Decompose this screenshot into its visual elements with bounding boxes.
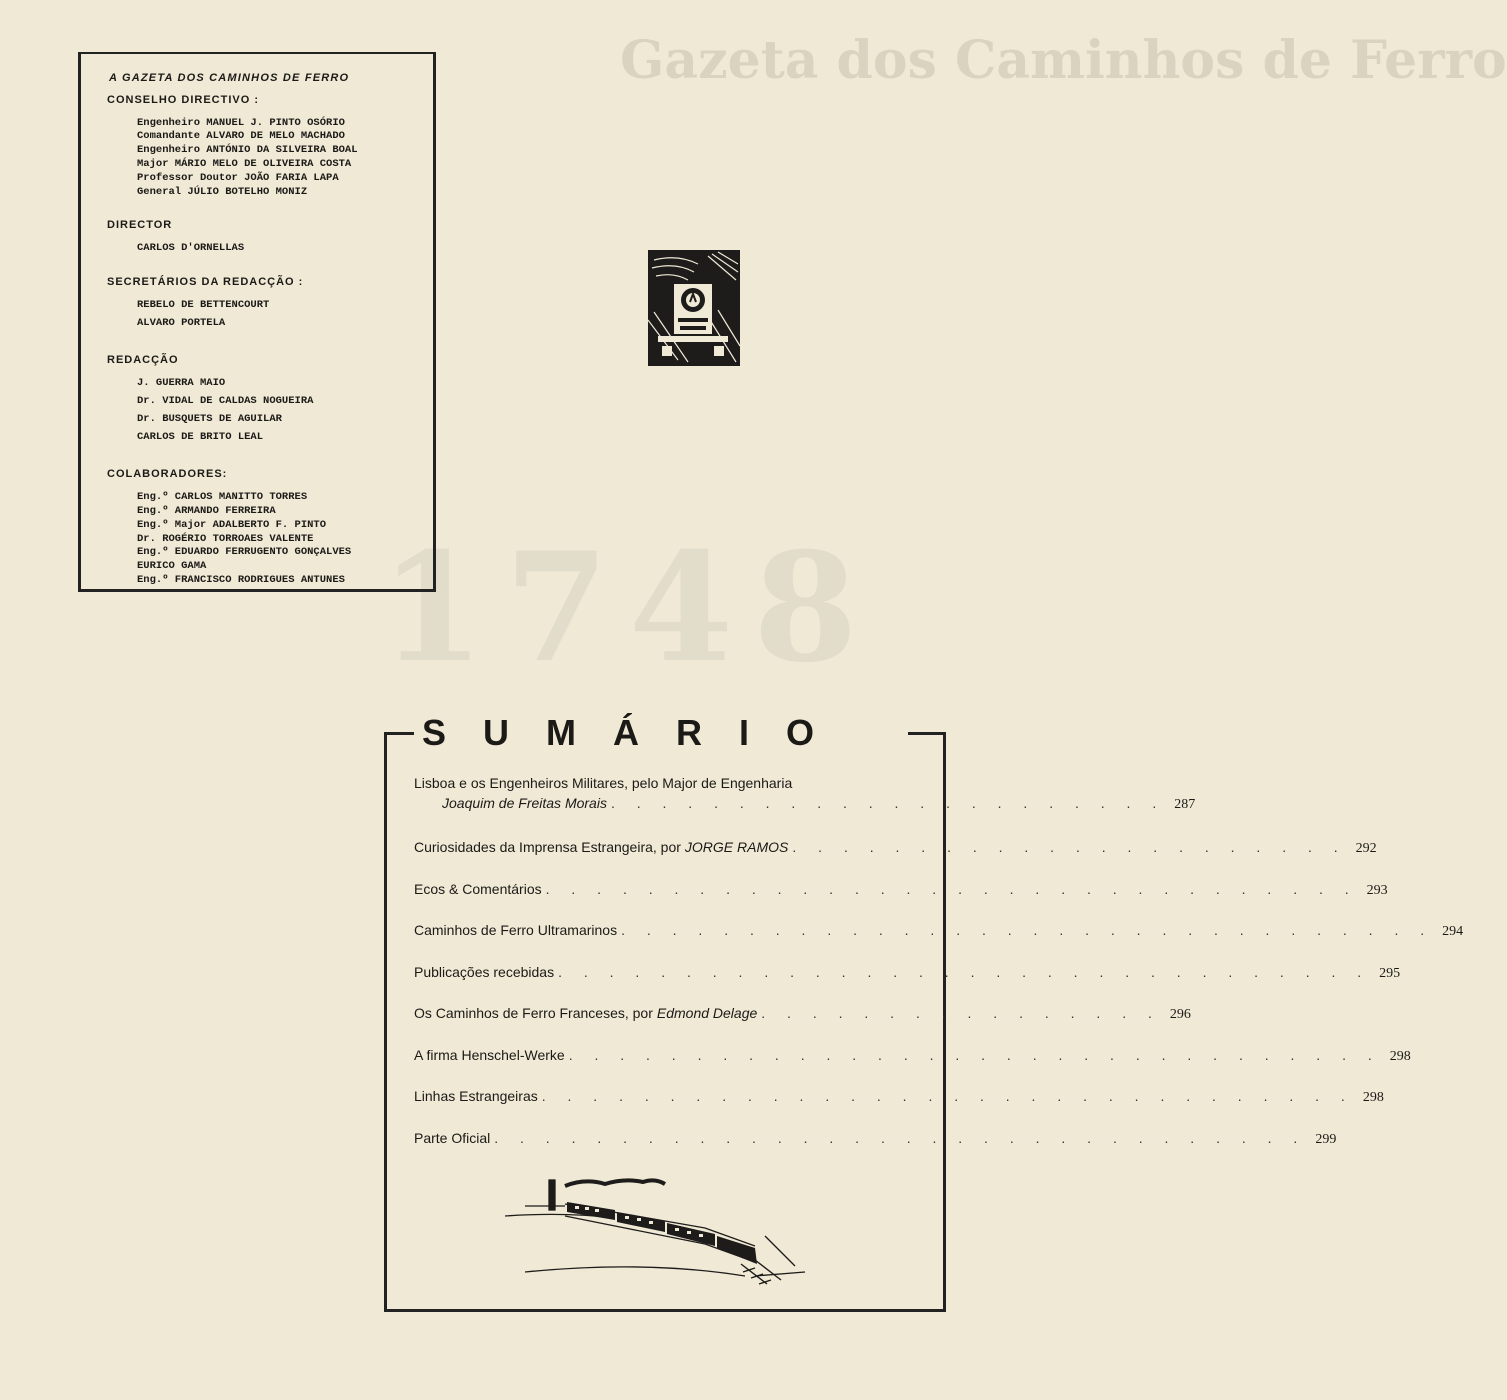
secretarios-label: SECRETÁRIOS DA REDACÇÃO : [107, 275, 304, 288]
toc-entry-title: Caminhos de Ferro Ultramarinos [414, 922, 618, 938]
toc-entry-page: 295 [1379, 965, 1401, 981]
toc-entry-title: Linhas Estrangeiras [414, 1088, 538, 1104]
toc-entry-title: Parte Oficial [414, 1129, 491, 1146]
staff-name: Eng.º FRANCISCO RODRIGUES ANTUNES [137, 573, 345, 586]
staff-name: CARLOS DE BRITO LEAL [137, 430, 264, 443]
staff-box [78, 52, 436, 592]
staff-name: Eng.º CARLOS MANITTO TORRES [137, 491, 308, 504]
staff-heading: A GAZETA DOS CAMINHOS DE FERRO [109, 72, 350, 84]
toc-entry[interactable] [414, 1129, 1337, 1172]
leader-dots: . . . . . . . . . . . . . . . . . . . . . . . . . . . . . . . . [541, 1088, 1354, 1104]
staff-name: Eng.º Major ADALBERTO F. PINTO [137, 518, 327, 531]
leader-dots: . . . . . . . . . . . . . . . . . . . . . . [610, 795, 1166, 811]
staff-name: Eng.º EDUARDO FERRUGENTO GONÇALVES [137, 546, 352, 559]
leader-dots: . . . . . . . . . . . . . . . . . . . . . . [792, 839, 1347, 855]
staff-name: Major MÁRIO MELO DE OLIVEIRA COSTA [137, 157, 352, 170]
leader-dots: . . . . . . . . . . . . . . . . . . . . . . . . . . . . . . . . [558, 963, 1371, 980]
ghost-masthead: Gazeta dos Caminhos de Ferro [620, 30, 1507, 91]
toc-entry-page: 292 [1355, 841, 1377, 856]
train-illustration-icon [505, 1176, 805, 1288]
toc-entry-author: Edmond Delage [656, 1005, 758, 1021]
toc-entry[interactable] [414, 1046, 1411, 1089]
toc-entry[interactable] [414, 839, 1377, 881]
staff-name: Dr. VIDAL DE CALDAS NOGUEIRA [137, 394, 314, 407]
toc-entry-page: 298 [1389, 1048, 1411, 1064]
redaccao-label: REDACÇÃO [107, 354, 179, 367]
toc-entry-page: 299 [1315, 1131, 1337, 1147]
conselho-list [137, 117, 433, 200]
secretarios-list [137, 299, 433, 331]
conselho-label: CONSELHO DIRECTIVO : [107, 93, 260, 106]
staff-name: General JÚLIO BOTELHO MONIZ [137, 185, 308, 198]
toc-entry[interactable] [414, 775, 1196, 839]
staff-name: REBELO DE BETTENCOURT [137, 298, 270, 311]
toc-entry-page: 298 [1362, 1090, 1384, 1105]
staff-name: Dr. BUSQUETS DE AGUILAR [137, 412, 282, 425]
toc-entry-author: Joaquim de Freitas Morais [442, 795, 607, 811]
toc-entry-page: 294 [1442, 924, 1464, 939]
staff-name: Dr. ROGÉRIO TORROAES VALENTE [137, 532, 314, 545]
toc-entry-author: JORGE RAMOS [684, 839, 789, 855]
toc-entry-page: 293 [1366, 882, 1388, 898]
toc-entry-page: 287 [1174, 797, 1196, 812]
toc-entry[interactable] [414, 922, 1464, 964]
director-list [137, 242, 433, 256]
leader-dots: . . . . . . . . . . . . . . . . . . . . . . . . . . . . . . . . [568, 1046, 1381, 1063]
toc-entry[interactable] [414, 1005, 1191, 1047]
locomotive-woodcut-icon [648, 250, 740, 366]
staff-name: Eng.º ARMANDO FERREIRA [137, 504, 276, 517]
summary-title: SUMÁRIO [422, 712, 851, 753]
redaccao-list [137, 377, 433, 444]
leader-dots: . . . . . . . . . . . . . . . . [761, 1005, 1161, 1021]
toc-entry-title: Os Caminhos de Ferro Franceses, por [414, 1005, 653, 1021]
staff-name: Professor Doutor JOÃO FARIA LAPA [137, 171, 339, 184]
director-label: DIRECTOR [107, 219, 173, 232]
toc-entry[interactable] [414, 880, 1388, 923]
staff-name: J. GUERRA MAIO [137, 377, 226, 390]
toc-entry-title: Ecos & Comentários [414, 880, 542, 897]
ghost-issue-number: 1748 [380, 520, 878, 696]
staff-name: ALVARO PORTELA [137, 316, 226, 329]
colaboradores-label: COLABORADORES: [107, 468, 228, 481]
toc-entry[interactable] [414, 963, 1401, 1006]
leader-dots: . . . . . . . . . . . . . . . . . . . . . . . . . . . . . . . . [494, 1129, 1307, 1146]
staff-name: CARLOS D'ORNELLAS [137, 242, 245, 255]
colaboradores-list [137, 491, 433, 588]
staff-name: Comandante ALVARO DE MELO MACHADO [137, 130, 345, 143]
toc-entry-title: Lisboa e os Engenheiros Militares, pelo Major de Engenharia [414, 775, 793, 791]
staff-name: EURICO GAMA [137, 560, 207, 573]
toc-entry-title: Curiosidades da Imprensa Estrangeira, por [414, 839, 681, 855]
table-of-contents [414, 775, 1464, 1171]
staff-name: Engenheiro MANUEL J. PINTO OSÓRIO [137, 116, 345, 129]
leader-dots: . . . . . . . . . . . . . . . . . . . . . . . . . . . . . . . . [545, 880, 1358, 897]
leader-dots: . . . . . . . . . . . . . . . . . . . . . . . . . . . . . . . . [621, 922, 1434, 938]
toc-entry-title: A firma Henschel-Werke [414, 1046, 565, 1063]
staff-name: Engenheiro ANTÓNIO DA SILVEIRA BOAL [137, 144, 358, 157]
toc-entry-page: 296 [1169, 1007, 1191, 1022]
toc-entry-title: Publicações recebidas [414, 963, 555, 980]
toc-entry[interactable] [414, 1088, 1384, 1130]
